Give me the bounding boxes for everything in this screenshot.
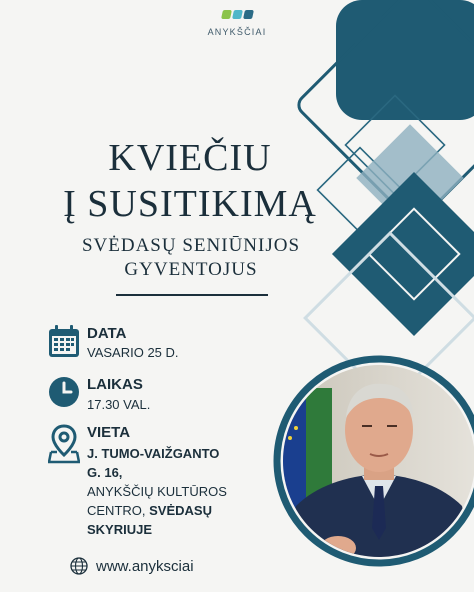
page-subtitle	[60, 234, 322, 282]
venue-department: SKYRIUJE	[87, 522, 153, 537]
clock-icon	[48, 376, 80, 408]
brand-name: ANYKŠČIAI	[207, 27, 267, 37]
venue-division-name: SVĖDASŲ	[149, 503, 212, 518]
website-url: www.anyksciai	[96, 557, 194, 575]
venue-label: VIETA	[87, 424, 131, 441]
title-line-2: Į SUSITIKIMĄ	[63, 183, 317, 225]
time-label: LAIKAS	[87, 376, 143, 393]
venue-line-4	[87, 501, 212, 520]
eu-flag	[276, 378, 306, 508]
venue-block	[48, 424, 278, 544]
title-line-1: KVIEČIU	[108, 137, 272, 179]
subtitle-line-2: GYVENTOJUS	[124, 259, 258, 280]
logo-mark-icon	[200, 10, 274, 24]
green-flag	[306, 388, 332, 498]
venue-centre: CENTRO,	[87, 503, 146, 518]
time-value: 17.30 VAL.	[87, 397, 151, 412]
page-title	[30, 135, 350, 227]
map-pin-icon	[48, 424, 80, 464]
date-label: DATA	[87, 325, 127, 342]
subtitle-line-1: SVĖDASŲ SENIŪNIJOS	[81, 235, 301, 256]
venue-street: J. TUMO-VAIŽGANTO	[87, 446, 220, 461]
venue-institution: ANYKŠČIŲ KULTŪROS	[87, 484, 227, 499]
venue-number: G. 16,	[87, 465, 123, 480]
speaker-photo	[276, 358, 474, 564]
solid-tile-top	[336, 0, 474, 120]
divider	[116, 294, 268, 296]
calendar-icon	[48, 325, 80, 359]
time-block	[48, 376, 248, 416]
website-link[interactable]	[70, 557, 194, 575]
globe-icon	[70, 557, 88, 575]
solid-diamond-mid	[332, 172, 474, 336]
date-block	[48, 325, 268, 365]
brand-logo	[200, 10, 274, 37]
date-value: VASARIO 25 D.	[87, 345, 179, 360]
